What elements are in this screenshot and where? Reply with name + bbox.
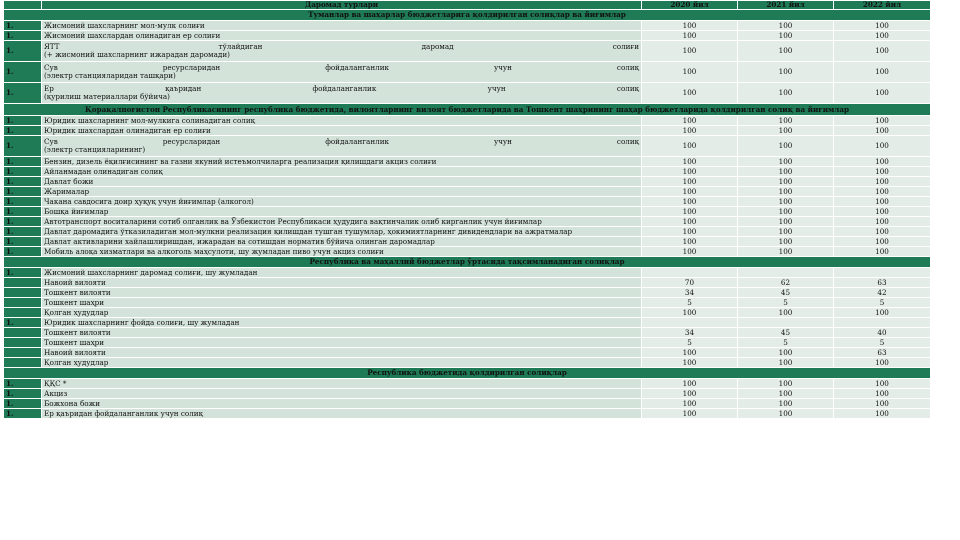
value-2020: 100 [642,389,738,399]
value-2021: 100 [738,247,834,257]
row-label-cell: ҚҚС * [42,379,642,389]
table-row [4,379,931,389]
row-label-cell: Давлат божи [42,177,642,187]
row-label-cell: Бензин, дизель ёқилғисининг ва газни якуний истеъмолчиларга реализация қилишдаги акциз солиғи [42,157,642,167]
table-row [4,247,931,257]
value-2021: 100 [738,126,834,136]
table-row [4,217,931,227]
table-row [4,41,931,62]
row-label-cell: Давлат даромадига ўтказиладиган мол-мулкни реализация қилишдан тушган тушумлар, ҳокимиятларнинг дивидендлари ва ажратмалар [42,227,642,237]
value-2021: 45 [738,328,834,338]
value-2022: 100 [834,197,931,207]
row-index: 1. [4,136,42,157]
section-title: Республика бюджетида қолдирилган солиқлар [4,368,931,379]
value-2022 [834,268,931,278]
row-index: 1. [4,31,42,41]
row-index: 1. [4,207,42,217]
section-title: Республика ва маҳаллий бюджетлар ўртасида тақсимланадиган солиқлар [4,257,931,268]
row-index: 1. [4,318,42,328]
row-index: 1. [4,187,42,197]
value-2020: 100 [642,217,738,227]
row-index: 1. [4,157,42,167]
row-index: 1. [4,217,42,227]
table-row [4,237,931,247]
value-2022: 100 [834,83,931,104]
row-index: 1. [4,268,42,278]
row-index: 1. [4,41,42,62]
table-row [4,298,931,308]
value-2020: 100 [642,207,738,217]
row-label-cell: Давлат активларини хайлашлиришдан, ижарадан ва сотишдан норматив бўйича олинган даромадлар [42,237,642,247]
row-label-cell: Қолган ҳудудлар [42,358,642,368]
value-2022: 100 [834,227,931,237]
header-year-2022: 2022 йил [834,1,931,10]
row-index: 1. [4,21,42,31]
value-2022: 5 [834,298,931,308]
value-2020: 34 [642,288,738,298]
value-2022: 100 [834,247,931,257]
value-2022: 63 [834,278,931,288]
value-2020: 100 [642,157,738,167]
value-2021: 100 [738,237,834,247]
row-label-cell: Жисмоний шахслардан олинадиган ер солиғи [42,31,642,41]
value-2022: 100 [834,21,931,31]
row-index: 1. [4,237,42,247]
value-2020: 100 [642,399,738,409]
value-2022: 100 [834,237,931,247]
row-label-cell: Жарималар [42,187,642,197]
header-income-types: Даромад турлари [42,1,642,10]
value-2020: 100 [642,83,738,104]
table-row [4,157,931,167]
value-2020: 100 [642,21,738,31]
value-2021: 100 [738,379,834,389]
row-label-note: (электр станцияларининг) [44,145,146,154]
row-label-cell: Чакана савдосига доир ҳуқуқ учун йиғимлар (алкогол) [42,197,642,207]
value-2021: 45 [738,288,834,298]
table-row [4,126,931,136]
row-index: 1. [4,247,42,257]
row-index [4,338,42,348]
value-2022: 100 [834,62,931,83]
value-2020: 100 [642,41,738,62]
value-2020: 34 [642,328,738,338]
value-2021: 100 [738,197,834,207]
value-2020: 100 [642,308,738,318]
value-2021: 100 [738,389,834,399]
value-2020 [642,268,738,278]
section-title: Туманлар ва шаҳарлар бюджетларига қолдирилган солиқлар ва йиғимлар [4,10,931,21]
row-label-cell: Тошкент шаҳри [42,338,642,348]
row-index: 1. [4,227,42,237]
table-row [4,167,931,177]
value-2021: 100 [738,348,834,358]
value-2020: 100 [642,348,738,358]
row-index [4,298,42,308]
row-index [4,308,42,318]
value-2020: 100 [642,379,738,389]
row-label-cell: Навоий вилояти [42,348,642,358]
row-label-note: (электр станцияларидан ташқари) [44,71,176,80]
value-2021: 100 [738,83,834,104]
row-label: Сув ресурсларидан фойдаланганлик учун солиқ [44,137,639,146]
table-row [4,348,931,358]
table-row [4,409,931,419]
row-label-cell: Ер қаъридан фойдаланганлик учун солиқ [42,409,642,419]
table-row [4,227,931,237]
row-label-cell: Навоий вилояти [42,278,642,288]
value-2022: 100 [834,379,931,389]
value-2021: 100 [738,136,834,157]
section-title: Қорақалпоғистон Республикасининг республика бюджетида, вилоятларнинг вилоят бюджетларида ва Тошкент шаҳрининг шаҳар бюджетларида қолдирилган солиқ ва йиғимлар [4,104,931,116]
value-2020: 100 [642,136,738,157]
value-2022: 100 [834,308,931,318]
value-2022: 100 [834,136,931,157]
value-2022: 100 [834,41,931,62]
value-2020: 100 [642,31,738,41]
row-label-cell: Айланмадан олинадиган солиқ [42,167,642,177]
row-label-cell: Тошкент вилояти [42,328,642,338]
value-2021: 100 [738,21,834,31]
table-row [4,187,931,197]
table-row [4,338,931,348]
row-label-cell: Жисмоний шахсларнинг мол-мулк солиғи [42,21,642,31]
row-index: 1. [4,399,42,409]
row-index: 1. [4,389,42,399]
section-band [4,368,931,379]
value-2020: 100 [642,197,738,207]
row-label-cell: Акциз [42,389,642,399]
value-2020: 5 [642,298,738,308]
row-label-cell: Бошқа йиғимлар [42,207,642,217]
value-2022: 100 [834,207,931,217]
value-2022: 100 [834,116,931,126]
row-index [4,278,42,288]
table-row [4,207,931,217]
value-2022: 100 [834,187,931,197]
value-2020: 100 [642,116,738,126]
row-label-cell: Юридик шахсларнинг мол-мулкига солинадиган солиқ [42,116,642,126]
row-label-cell: Жисмоний шахсларнинг даромад солиғи, шу жумладан [42,268,642,278]
table-row [4,358,931,368]
row-index: 1. [4,62,42,83]
value-2021: 100 [738,399,834,409]
value-2021: 5 [738,338,834,348]
value-2021: 100 [738,62,834,83]
value-2020: 100 [642,247,738,257]
value-2022 [834,318,931,328]
table-row [4,83,931,104]
table-body [4,1,931,419]
value-2020: 100 [642,358,738,368]
value-2021: 100 [738,157,834,167]
table-row [4,31,931,41]
value-2022: 100 [834,126,931,136]
value-2021: 100 [738,167,834,177]
section-band [4,104,931,116]
value-2020: 100 [642,62,738,83]
row-label-cell: Автотранспорт воситаларини сотиб олганлик ва Ўзбекистон Республикаси ҳудудига вақтинчалик олиб кирганлик учун йиғимлар [42,217,642,227]
value-2020 [642,318,738,328]
row-label-cell [42,41,642,62]
row-index [4,328,42,338]
table-row [4,308,931,318]
header-index-cell [4,1,42,10]
row-index [4,288,42,298]
table-row [4,328,931,338]
row-label-cell: Тошкент шаҳри [42,298,642,308]
table-row [4,288,931,298]
row-index: 1. [4,177,42,187]
value-2021: 100 [738,116,834,126]
value-2022: 100 [834,157,931,167]
row-label-cell: Божхона божи [42,399,642,409]
value-2021 [738,268,834,278]
value-2020: 100 [642,177,738,187]
section-band [4,257,931,268]
value-2022: 100 [834,409,931,419]
row-label: Сув ресурсларидан фойдаланганлик учун солиқ [44,63,639,72]
table-row [4,136,931,157]
value-2020: 100 [642,187,738,197]
row-label-cell: Юридик шахсларнинг фойда солиғи, шу жумладан [42,318,642,328]
table-row [4,116,931,126]
value-2020: 100 [642,126,738,136]
value-2022: 100 [834,167,931,177]
row-index [4,348,42,358]
row-label-note: (қурилиш материаллари бўйича) [44,92,170,101]
value-2020: 70 [642,278,738,288]
table-row [4,62,931,83]
value-2021: 100 [738,187,834,197]
row-index: 1. [4,83,42,104]
row-label-cell: Тошкент вилояти [42,288,642,298]
value-2021: 100 [738,308,834,318]
value-2020: 100 [642,409,738,419]
row-label-note: (+ жисмоний шахсларнинг ижарадан даромади) [44,50,230,59]
value-2022: 100 [834,177,931,187]
value-2022: 100 [834,358,931,368]
value-2022: 63 [834,348,931,358]
row-index: 1. [4,167,42,177]
header-year-2020: 2020 йил [642,1,738,10]
table-row [4,278,931,288]
header-row [4,1,931,10]
value-2022: 40 [834,328,931,338]
table-row [4,21,931,31]
value-2020: 5 [642,338,738,348]
row-label: ЯТТ тўлайдиган даромад солиғи [44,42,639,51]
row-label-cell: Мобиль алоқа хизматлари ва алкоголь маҳсулоти, шу жумладан пиво учун акциз солиғи [42,247,642,257]
value-2021: 5 [738,298,834,308]
table-row [4,318,931,328]
row-index: 1. [4,379,42,389]
row-index: 1. [4,126,42,136]
value-2021: 100 [738,217,834,227]
tax-distribution-table [3,0,931,419]
section-band [4,10,931,21]
value-2021: 100 [738,358,834,368]
value-2021: 100 [738,177,834,187]
value-2021: 62 [738,278,834,288]
value-2022: 100 [834,399,931,409]
table-row [4,268,931,278]
value-2021: 100 [738,409,834,419]
row-label-cell [42,136,642,157]
value-2021 [738,318,834,328]
table-row [4,197,931,207]
value-2021: 100 [738,31,834,41]
value-2021: 100 [738,227,834,237]
value-2022: 100 [834,217,931,227]
row-index: 1. [4,116,42,126]
value-2022: 100 [834,389,931,399]
value-2020: 100 [642,227,738,237]
value-2022: 42 [834,288,931,298]
row-index [4,358,42,368]
table-row [4,389,931,399]
row-label-cell [42,62,642,83]
value-2021: 100 [738,207,834,217]
row-index: 1. [4,197,42,207]
table-row [4,177,931,187]
row-label-cell: Юридик шахслардан олинадиган ер солиғи [42,126,642,136]
value-2022: 100 [834,31,931,41]
row-label-cell [42,83,642,104]
header-year-2021: 2021 йил [738,1,834,10]
value-2022: 5 [834,338,931,348]
row-index: 1. [4,409,42,419]
value-2020: 100 [642,167,738,177]
row-label-cell: Қолган ҳудудлар [42,308,642,318]
value-2021: 100 [738,41,834,62]
value-2020: 100 [642,237,738,247]
row-label: Ер қаъридан фойдаланганлик учун солиқ [44,84,639,93]
table-row [4,399,931,409]
